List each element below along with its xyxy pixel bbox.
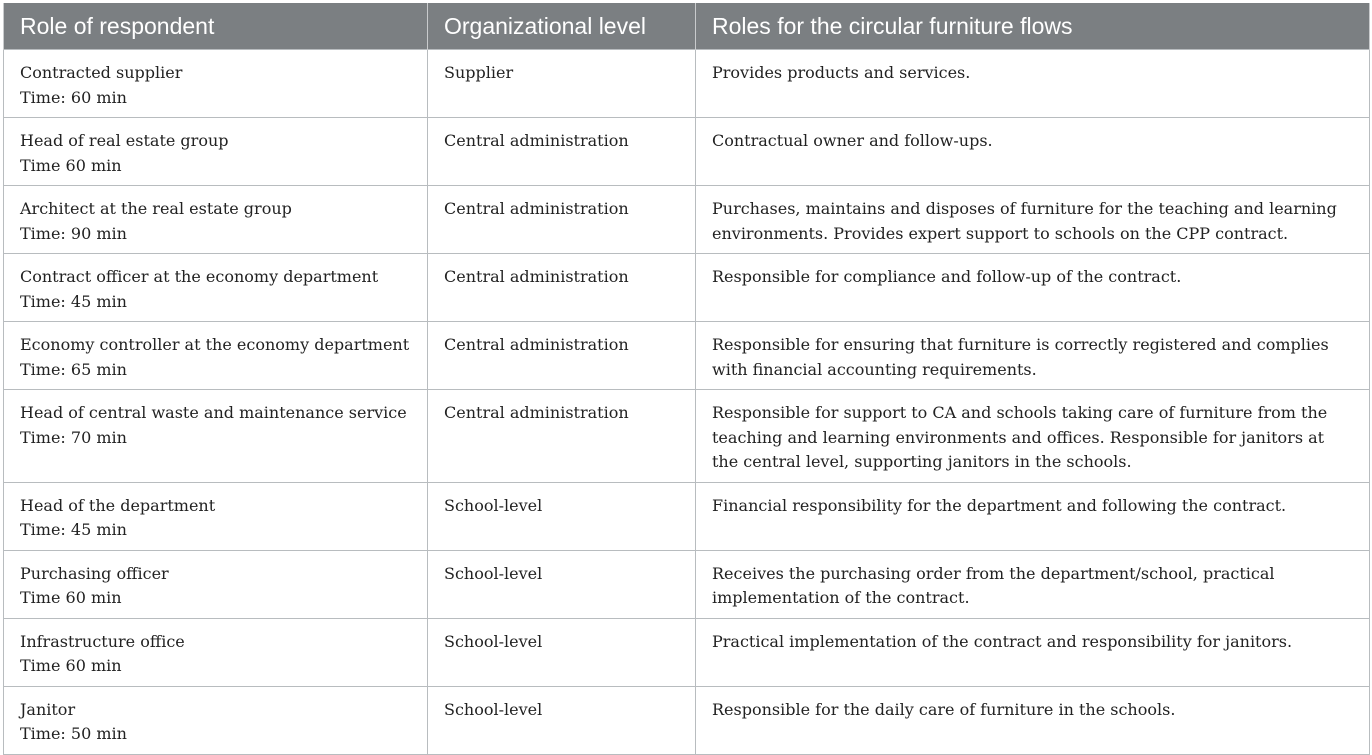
role-name: Economy controller at the economy department	[20, 335, 410, 354]
description-cell: Receives the purchasing order from the department/school, practical implementation of the contract.	[696, 550, 1370, 618]
table-row	[4, 618, 1370, 686]
level-cell: School-level	[428, 482, 696, 550]
description-cell: Financial responsibility for the department and following the contract.	[696, 482, 1370, 550]
description-cell: Responsible for compliance and follow-up of the contract.	[696, 254, 1370, 322]
interview-time: Time: 70 min	[20, 427, 127, 447]
role-name: Architect at the real estate group	[20, 199, 292, 218]
role-name: Infrastructure office	[20, 631, 185, 651]
role-name: Janitor	[20, 699, 76, 719]
interview-time: Time: 45 min	[20, 520, 127, 539]
description-cell: Responsible for the daily care of furniture in the schools.	[696, 686, 1370, 754]
interview-time: Time 60 min	[20, 656, 122, 675]
description-cell: Purchases, maintains and disposes of furniture for the teaching and learning environments. Provides expert support to schools on the CPP contract.	[696, 186, 1370, 254]
role-cell	[4, 186, 428, 254]
level-cell: Central administration	[428, 322, 696, 390]
level-cell: School-level	[428, 550, 696, 618]
level-cell: Central administration	[428, 186, 696, 254]
role-cell	[4, 618, 428, 686]
level-cell: Central administration	[428, 254, 696, 322]
table-row	[4, 254, 1370, 322]
level-cell: School-level	[428, 686, 696, 754]
role-name: Head of central waste and maintenance service	[20, 403, 407, 422]
description-cell: Provides products and services.	[696, 50, 1370, 118]
role-cell	[4, 686, 428, 754]
description-cell: Contractual owner and follow-ups.	[696, 118, 1370, 186]
level-cell: Supplier	[428, 50, 696, 118]
interview-time: Time: 45 min	[20, 291, 127, 311]
header-row	[4, 3, 1370, 50]
interview-time: Time: 90 min	[20, 223, 127, 243]
role-name: Head of real estate group	[20, 131, 229, 150]
table-row	[4, 322, 1370, 390]
role-name: Purchasing officer	[20, 563, 169, 583]
table-row	[4, 482, 1370, 550]
role-cell	[4, 390, 428, 483]
interview-time: Time: 65 min	[20, 359, 127, 379]
table-row	[4, 50, 1370, 118]
level-cell: School-level	[428, 618, 696, 686]
role-cell	[4, 322, 428, 390]
description-cell: Responsible for ensuring that furniture is correctly registered and complies with financial accounting requirements.	[696, 322, 1370, 390]
table-row	[4, 186, 1370, 254]
table-header	[4, 3, 1370, 50]
level-cell: Central administration	[428, 390, 696, 483]
respondents-table	[3, 3, 1370, 755]
table-row	[4, 390, 1370, 483]
description-cell: Practical implementation of the contract and responsibility for janitors.	[696, 618, 1370, 686]
header-roles-for-furniture-flows: Roles for the circular furniture flows	[696, 3, 1370, 50]
description-cell: Responsible for support to CA and schools taking care of furniture from the teaching and learning environments and offices. Responsible for janitors at the central level, supporting janitors in the schools.	[696, 390, 1370, 483]
interview-time: Time 60 min	[20, 155, 122, 175]
role-name: Contract officer at the economy department	[20, 267, 379, 286]
header-role-of-respondent: Role of respondent	[4, 3, 428, 50]
table-body	[4, 50, 1370, 755]
header-organizational-level: Organizational level	[428, 3, 696, 50]
interview-time: Time 60 min	[20, 588, 122, 607]
interview-time: Time: 60 min	[20, 87, 127, 107]
table-row	[4, 686, 1370, 754]
role-cell	[4, 482, 428, 550]
table-row	[4, 550, 1370, 618]
role-cell	[4, 50, 428, 118]
role-name: Contracted supplier	[20, 63, 183, 82]
role-cell	[4, 254, 428, 322]
role-cell	[4, 550, 428, 618]
role-name: Head of the department	[20, 495, 216, 515]
role-cell	[4, 118, 428, 186]
level-cell: Central administration	[428, 118, 696, 186]
table-row	[4, 118, 1370, 186]
interview-time: Time: 50 min	[20, 724, 127, 743]
